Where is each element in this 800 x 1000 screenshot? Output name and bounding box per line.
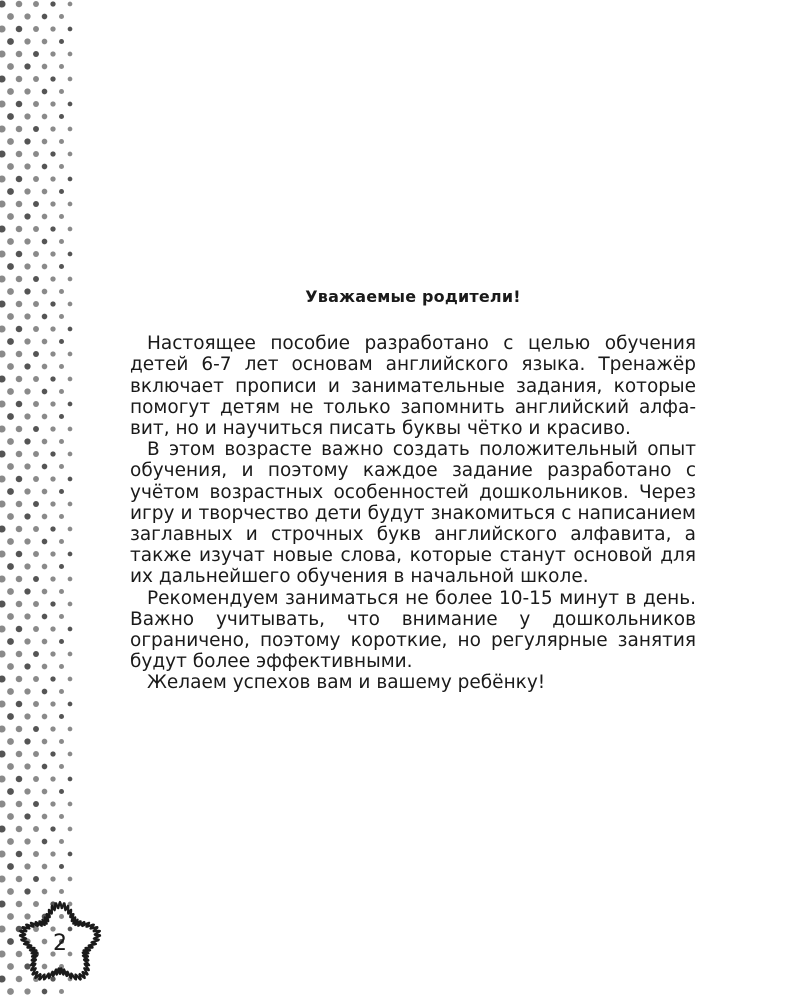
page-number: 2 [53, 931, 67, 956]
page-number-badge [14, 900, 106, 988]
page-title: Уважаемые родители! [305, 287, 521, 306]
paragraph-intro: Настоящее пособие разработано с целью обучения детей 6-7 лет основам английского языка. Тренажёр включает прописи и занимательные задания, которые помогут детям не только запомнить английский алфавит, но и научиться писать буквы чётко и красиво. [130, 333, 696, 440]
paragraph-recommendation: Рекомендуем заниматься не более 10-15 минут в день. Важно учитывать, что внимание у дошкольников ограничено, поэтому короткие, но регулярные занятия будут более эффективными. [130, 587, 696, 673]
paragraph-learning: В этом возрасте важно создать положительный опыт обучения, и поэтому каждое задание разработано с учётом возрастных особенностей дошкольников. Через игру и творчество дети будут знакомиться с написанием заглавных и строчных букв английского алфавита, а также изучат новые слова, которые станут основой для их дальнейшего обучения в начальной школе. [130, 439, 696, 588]
polka-dot-border [0, 0, 80, 1000]
paragraph-wishes: Желаем успехов вам и вашему ребёнку! [147, 672, 546, 694]
letter-to-parents [130, 286, 696, 694]
